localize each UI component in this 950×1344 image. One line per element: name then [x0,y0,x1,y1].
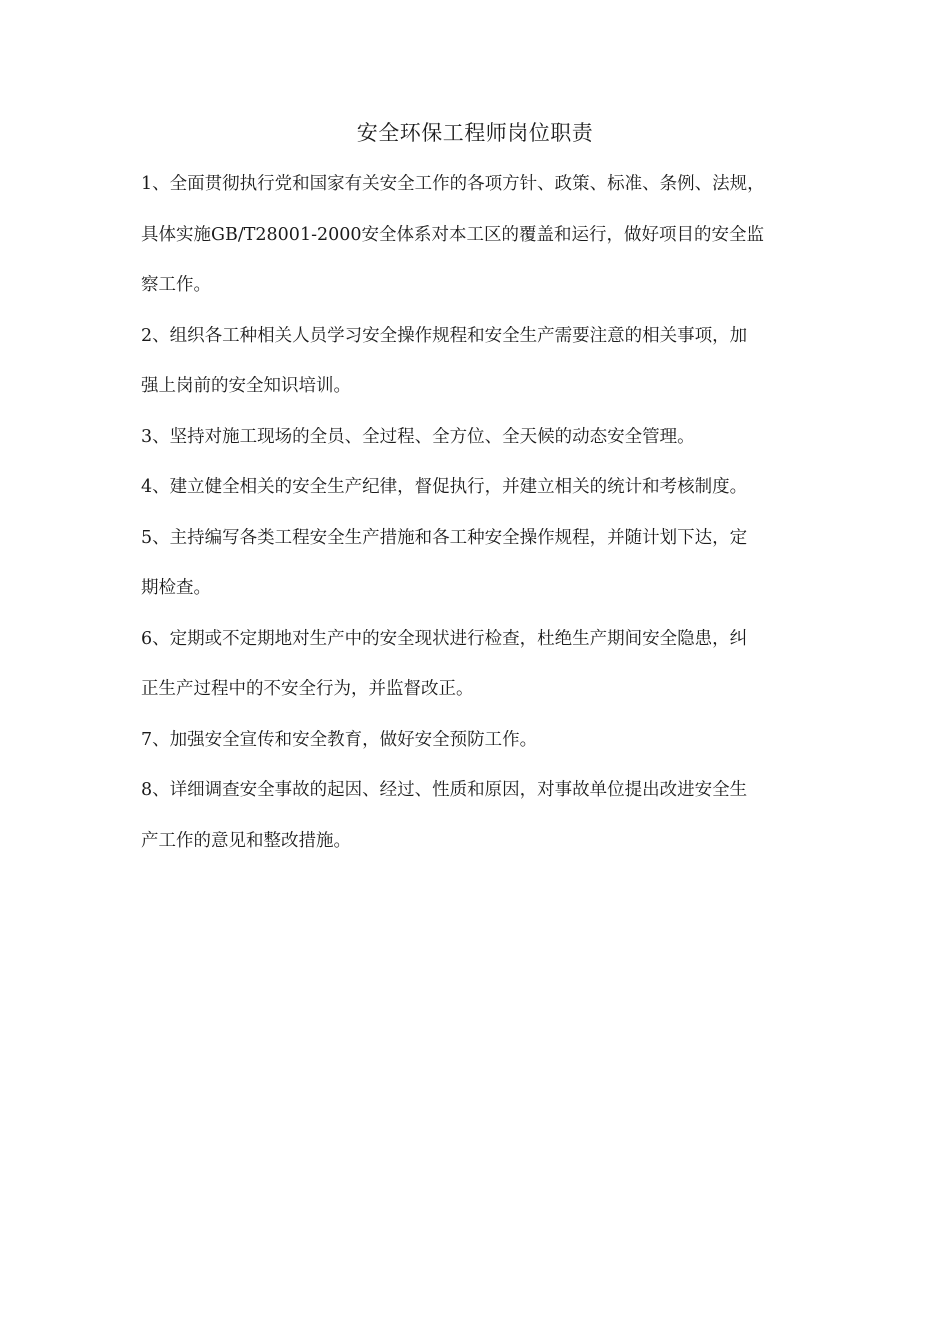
document-body [141,159,811,866]
text-line: 正生产过程中的不安全行为，并监督改正。 [141,679,474,699]
text-line: 5、主持编写各类工程安全生产措施和各工种安全操作规程，并随计划下达，定 [141,527,748,548]
text-line: 期检查。 [141,578,211,598]
text-line: 产工作的意见和整改措施。 [141,830,351,851]
text-line: 1、全面贯彻执行党和国家有关安全工作的各项方针、政策、标准、条例、法规， [141,174,765,194]
text-line: 3、坚持对施工现场的全员、全过程、全方位、全天候的动态安全管理。 [141,426,695,447]
text-line: 2、组织各工种相关人员学习安全操作规程和安全生产需要注意的相关事项，加 [141,325,748,346]
text-line: 7、加强安全宣传和安全教育，做好安全预防工作。 [141,729,538,750]
text-line: 具体实施GB/T28001-2000安全体系对本工区的覆盖和运行，做好项目的安全监 [141,224,765,245]
text-line: 8、详细调查安全事故的起因、经过、性质和原因，对事故单位提出改进安全生 [141,780,748,800]
document-title: 安全环保工程师岗位职责 [356,121,594,145]
text-line: 强上岗前的安全知识培训。 [141,376,351,396]
text-line: 6、定期或不定期地对生产中的安全现状进行检查，杜绝生产期间安全隐患，纠 [141,628,748,649]
text-line: 察工作。 [141,275,211,295]
text-line: 4、建立健全相关的安全生产纪律，督促执行，并建立相关的统计和考核制度。 [141,477,748,497]
